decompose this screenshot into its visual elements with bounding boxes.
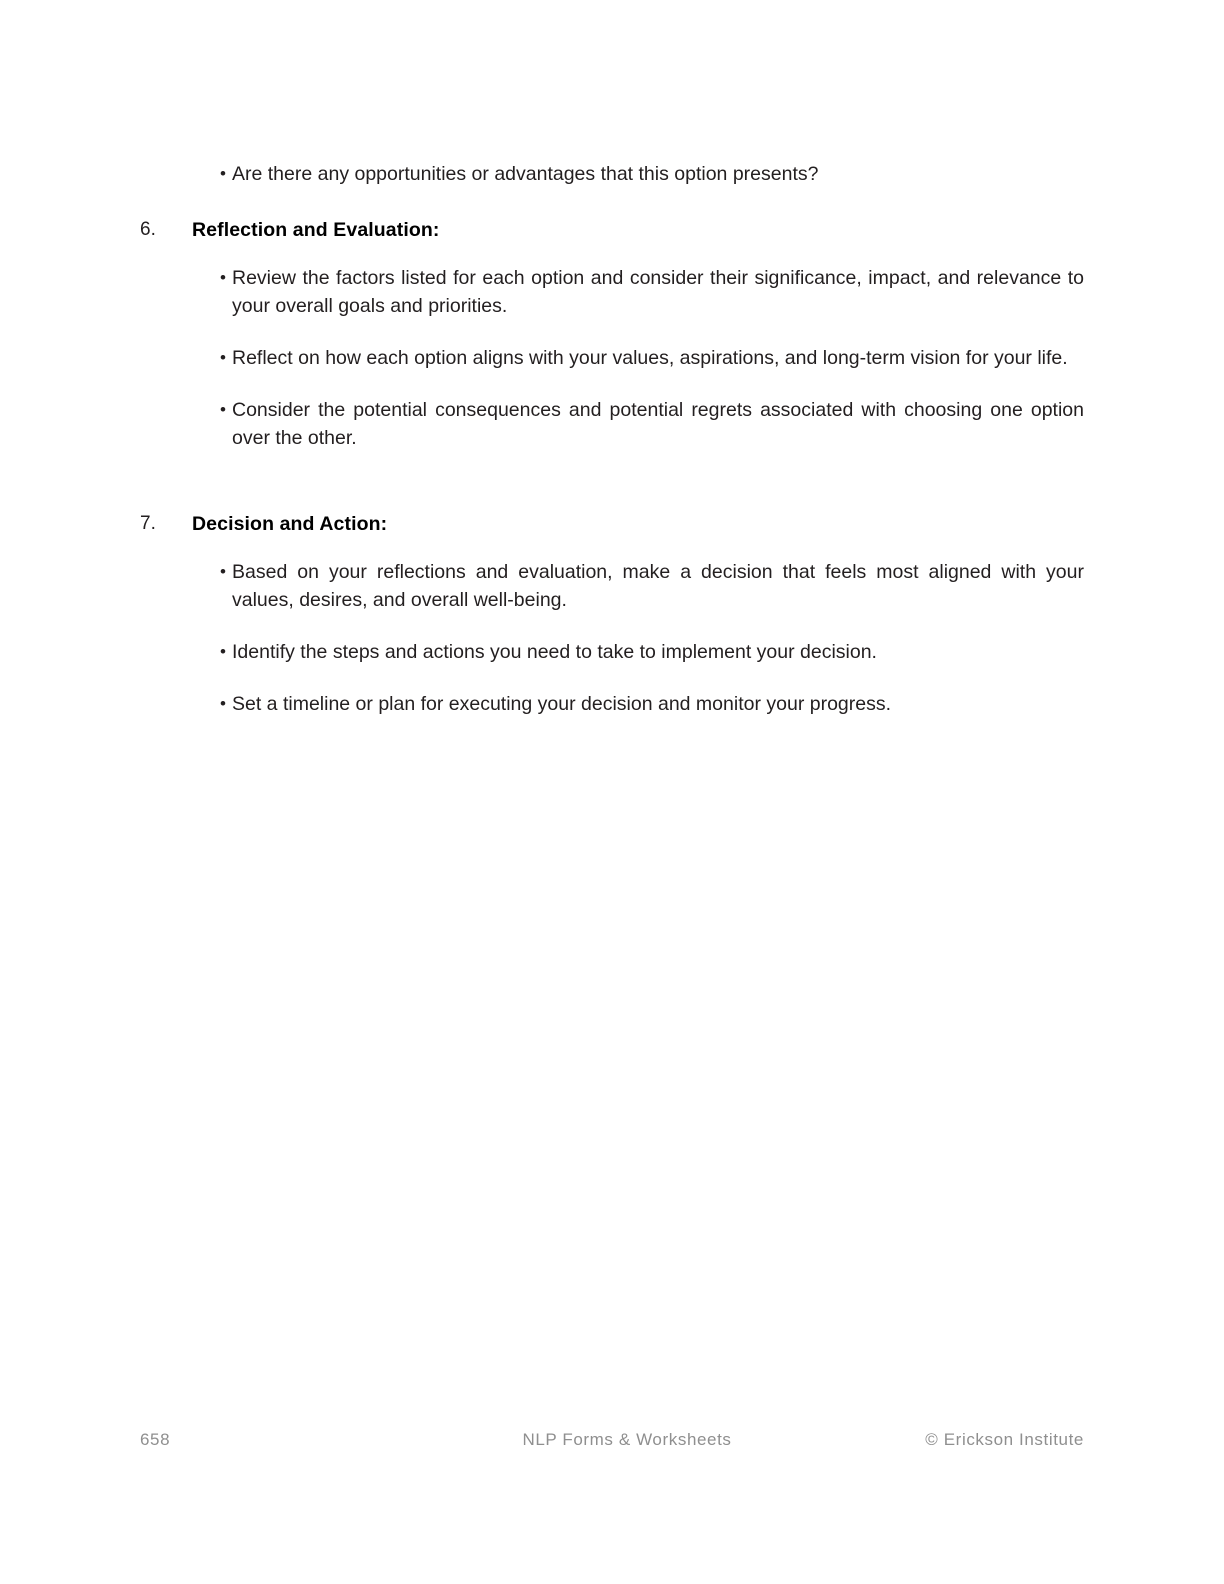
section-title: Reflection and Evaluation: bbox=[192, 219, 440, 241]
section-heading-7 bbox=[140, 510, 1084, 538]
page-content bbox=[140, 160, 1084, 742]
list-item bbox=[140, 558, 1084, 614]
list-item bbox=[140, 264, 1084, 320]
list-item-text: Based on your reflections and evaluation, make a decision that feels most aligned with your values, desires, and overall well-being. bbox=[232, 561, 1084, 611]
list-item bbox=[140, 638, 1084, 666]
footer-page-number: 658 bbox=[140, 1430, 171, 1449]
section-heading-6 bbox=[140, 216, 1084, 244]
section-title: Decision and Action: bbox=[192, 513, 388, 535]
bullet-marker-icon: • bbox=[220, 268, 226, 287]
list-item-text: Are there any opportunities or advantages that this option presents? bbox=[232, 163, 819, 185]
page-footer bbox=[140, 1430, 1084, 1450]
footer-title: NLP Forms & Worksheets bbox=[522, 1430, 732, 1449]
section-number: 6. bbox=[140, 219, 156, 240]
section-7-list bbox=[140, 558, 1084, 718]
list-item bbox=[140, 690, 1084, 718]
list-item-text: Identify the steps and actions you need to take to implement your decision. bbox=[232, 641, 877, 663]
section-6-list bbox=[140, 264, 1084, 452]
list-item-text: Consider the potential consequences and potential regrets associated with choosing one option over the other. bbox=[232, 399, 1084, 449]
bullet-marker-icon: • bbox=[220, 694, 226, 713]
bullet-marker-icon: • bbox=[220, 348, 226, 367]
bullet-marker-icon: • bbox=[220, 562, 226, 581]
footer-copyright: © Erickson Institute bbox=[925, 1430, 1084, 1449]
list-item bbox=[140, 396, 1084, 452]
bullet-marker-icon: • bbox=[220, 400, 226, 419]
bullet-marker-icon: • bbox=[220, 164, 226, 183]
list-item bbox=[140, 344, 1084, 372]
bullet-marker-icon: • bbox=[220, 642, 226, 661]
list-item-text: Set a timeline or plan for executing your decision and monitor your progress. bbox=[232, 693, 892, 715]
list-item-text: Review the factors listed for each option and consider their significance, impact, and relevance to your overall goals and priorities. bbox=[232, 267, 1084, 317]
section-spacer bbox=[140, 476, 1084, 482]
section-number: 7. bbox=[140, 513, 156, 534]
list-item bbox=[140, 160, 1084, 188]
list-item-text: Reflect on how each option aligns with your values, aspirations, and long-term vision for your life. bbox=[232, 347, 1068, 369]
